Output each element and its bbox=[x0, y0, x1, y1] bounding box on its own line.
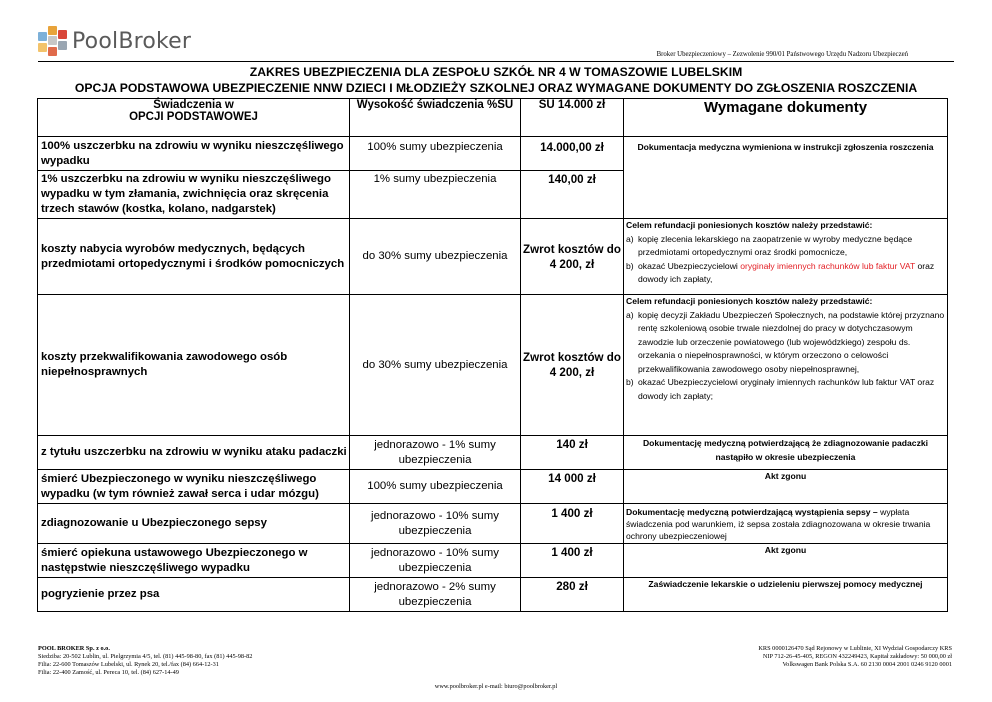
item-text-highlight: oryginały imiennych rachunków lub faktur VAT bbox=[740, 260, 916, 271]
sum-cell: 1 400 zł bbox=[521, 544, 624, 578]
amount-cell: 100% sumy ubezpieczenia bbox=[350, 137, 521, 171]
sum-cell: 14 000 zł bbox=[521, 470, 624, 504]
documents-cell bbox=[624, 504, 948, 544]
docs-intro: Celem refundacji poniesionych kosztów należy przedstawić: bbox=[626, 220, 873, 230]
docs-item-b bbox=[626, 376, 945, 403]
item-label: b) bbox=[626, 377, 634, 387]
benefit-cell: zdiagnozowanie u Ubezpieczonego sepsy bbox=[38, 504, 350, 544]
table-row bbox=[38, 544, 948, 578]
header-documents: Wymagane dokumenty bbox=[624, 99, 948, 137]
benefit-cell: śmierć Ubezpieczonego w wyniku nieszczęśliwego wypadku (w tym również zawał serca i udar mózgu) bbox=[38, 470, 350, 504]
footer-nip: NIP 712-26-45-405, REGON 432249423, Kapitał zakładowy: 50 000,00 zł bbox=[762, 653, 952, 660]
documents-cell bbox=[624, 219, 948, 295]
docs-item-a bbox=[626, 233, 945, 260]
benefit-cell: pogryzienie przez psa bbox=[38, 578, 350, 612]
footer-registration bbox=[758, 645, 952, 669]
benefit-cell: z tytułu uszczerbku na zdrowiu w wyniku ataku padaczki bbox=[38, 436, 350, 470]
sum-cell: 140 zł bbox=[521, 436, 624, 470]
table-row bbox=[38, 504, 948, 544]
item-text bbox=[638, 260, 945, 287]
brand-name: PoolBroker bbox=[72, 28, 192, 54]
docs-sepsis-bold: Dokumentację medyczną potwierdzającą wystąpienia sepsy – bbox=[626, 507, 878, 517]
logo-cubes-icon bbox=[38, 26, 68, 56]
footer-contact: www.poolbroker.pl e-mail: biuro@poolbroker.pl bbox=[434, 683, 558, 690]
sum-cell: 140,00 zł bbox=[521, 171, 624, 219]
logo bbox=[38, 26, 191, 56]
amount-cell: jednorazowo - 10% sumy ubezpieczenia bbox=[350, 504, 521, 544]
item-text: kopię zlecenia lekarskiego na zaopatrzenie w wyroby medyczne będące przedmiotami ortopedycznymi oraz środki pomocnicze, bbox=[638, 233, 913, 257]
footer-seat: Siedziba: 20-502 Lublin, ul. Pielgrzymia 4/5, tel. (81) 445-98-80, fax (81) 445-98-82 bbox=[38, 653, 253, 660]
documents-cell: Akt zgonu bbox=[624, 470, 948, 504]
benefit-cell: śmierć opiekuna ustawowego Ubezpieczonego w następstwie nieszczęśliwego wypadku bbox=[38, 544, 350, 578]
header-benefits bbox=[38, 99, 350, 137]
header-divider bbox=[38, 61, 954, 62]
item-label: b) bbox=[626, 260, 634, 271]
documents-cell: Akt zgonu bbox=[624, 544, 948, 578]
benefit-cell: koszty przekwalifikowania zawodowego osób niepełnosprawnych bbox=[38, 295, 350, 436]
header-benefits-line1: Świadczenia w bbox=[153, 99, 234, 111]
header-sum: SU 14.000 zł bbox=[521, 99, 624, 137]
page-title: ZAKRES UBEZPIECZENIA DLA ZESPOŁU SZKÓŁ NR 4 W TOMASZOWIE LUBELSKIM bbox=[249, 65, 743, 79]
amount-cell: do 30% sumy ubezpieczenia bbox=[350, 295, 521, 436]
header-benefits-line2: OPCJI PODSTAWOWEJ bbox=[129, 111, 258, 123]
amount-cell: jednorazowo - 1% sumy ubezpieczenia bbox=[350, 436, 521, 470]
sum-cell: Zwrot kosztów do 4 200, zł bbox=[521, 295, 624, 436]
documents-cell: Dokumentacja medyczna wymieniona w instrukcji zgłoszenia roszczenia bbox=[624, 137, 948, 219]
coverage-table bbox=[37, 98, 948, 612]
amount-cell: 1% sumy ubezpieczenia bbox=[350, 171, 521, 219]
docs-item-a bbox=[626, 309, 945, 377]
table-row bbox=[38, 295, 948, 436]
page-subtitle: OPCJA PODSTAWOWA UBEZPIECZENIE NNW DZIECI I MŁODZIEŻY SZKOLNEJ ORAZ WYMAGANE DOKUMENTY DO ZGŁOSZENIA ROSZCZENIA bbox=[74, 81, 918, 95]
benefit-cell: 100% uszczerbku na zdrowiu w wyniku nieszczęśliwego wypadku bbox=[38, 137, 350, 171]
broker-license-note: Broker Ubezpieczeniowy – Zezwolenie 990/01 Państwowego Urzędu Nadzoru Ubezpieczeń bbox=[656, 51, 908, 58]
table-row bbox=[38, 470, 948, 504]
item-label: a) bbox=[626, 309, 634, 320]
table-row bbox=[38, 137, 948, 171]
amount-cell: do 30% sumy ubezpieczenia bbox=[350, 219, 521, 295]
docs-sepsis-rest: wypłata świadczenia pod warunkiem, iż sepsa została zdiagnozowana w okresie trwania ochrony ubezpieczeniowej bbox=[626, 507, 931, 541]
table-row bbox=[38, 436, 948, 470]
sum-cell: 14.000,00 zł bbox=[521, 137, 624, 171]
sum-cell: Zwrot kosztów do 4 200, zł bbox=[521, 219, 624, 295]
footer-krs: KRS 0000126470 Sąd Rejonowy w Lublinie, XI Wydział Gospodarczy KRS bbox=[758, 645, 952, 652]
sum-cell: 1 400 zł bbox=[521, 504, 624, 544]
footer-company: POOL BROKER Sp. z o.o. bbox=[38, 645, 110, 652]
item-text: okazać Ubezpieczycielowi oryginały imiennych rachunków lub faktur VAT oraz dowody ich zapłaty; bbox=[638, 377, 935, 401]
docs-intro: Celem refundacji poniesionych kosztów należy przedstawić: bbox=[626, 296, 873, 306]
item-label: a) bbox=[626, 233, 634, 244]
documents-cell bbox=[624, 295, 948, 436]
item-text: kopię decyzji Zakładu Ubezpieczeń Społecznych, na podstawie której przyznano rentę szkoleniową osobie trwale niezdolnej do pracy w dotychczasowym zawodzie lub orzeczenie powiatowego (lub wojewódzkiego) zespołu ds. orzekania o niepełnosprawności, w którym orzeczono o celowości przekwalifikowania zawodowego osoby niepełnosprawnej, bbox=[638, 309, 945, 374]
benefit-cell: koszty nabycia wyrobów medycznych, będących przedmiotami ortopedycznymi i środków pomocniczych bbox=[38, 219, 350, 295]
amount-cell: jednorazowo - 10% sumy ubezpieczenia bbox=[350, 544, 521, 578]
footer-branch: Filia: 22-600 Tomaszów Lubelski, ul. Rynek 20, tel./fax (84) 664-12-31 bbox=[38, 661, 219, 668]
docs-item-b bbox=[626, 260, 945, 287]
amount-cell: 100% sumy ubezpieczenia bbox=[350, 470, 521, 504]
footer-bank: Volkswagen Bank Polska S.A. 60 2130 0004 2001 0246 9120 0001 bbox=[782, 661, 952, 668]
sum-cell: 280 zł bbox=[521, 578, 624, 612]
benefit-cell: 1% uszczerbku na zdrowiu w wyniku nieszczęśliwego wypadku w tym złamania, zwichnięcia oraz skręcenia trzech stawów (kostka, kolano, nadgarstek) bbox=[38, 171, 350, 219]
item-text-post: oraz dowody ich zapłaty, bbox=[638, 260, 935, 284]
footer-branch: Filia: 22-400 Zamość, ul. Pereca 10, tel. (84) 627-14-49 bbox=[38, 669, 179, 676]
item-text-pre: okazać Ubezpieczycielowi bbox=[638, 260, 738, 271]
amount-cell: jednorazowo - 2% sumy ubezpieczenia bbox=[350, 578, 521, 612]
table-row bbox=[38, 219, 948, 295]
footer-address bbox=[38, 645, 252, 677]
header-amount: Wysokość świadczenia %SU bbox=[350, 99, 521, 137]
table-header-row bbox=[38, 99, 948, 137]
documents-cell: Zaświadczenie lekarskie o udzieleniu pierwszej pomocy medycznej bbox=[624, 578, 948, 612]
documents-cell: Dokumentację medyczną potwierdzającą że zdiagnozowanie padaczki nastąpiło w okresie ubezpieczenia bbox=[624, 436, 948, 470]
table-row bbox=[38, 578, 948, 612]
